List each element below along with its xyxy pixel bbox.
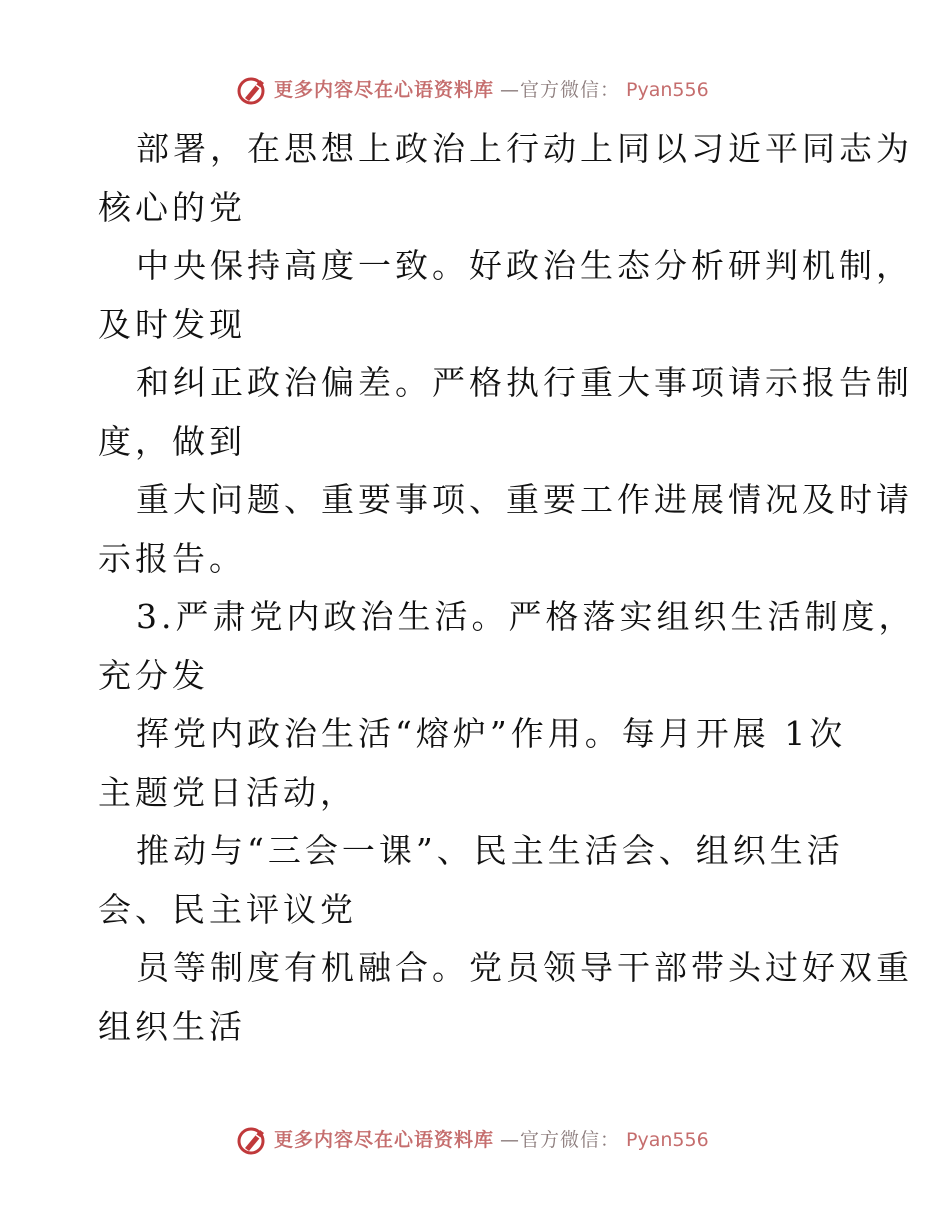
pen-logo-icon xyxy=(236,74,268,106)
text-line: 部署，在思想上政治上行动上同以习近平同志为 xyxy=(136,129,913,168)
watermark-main-text: 更多内容尽在心语资料库 xyxy=(274,1129,495,1151)
text-line: 组织生活 xyxy=(98,1006,246,1046)
text-line: 度，做到 xyxy=(98,421,246,461)
text-line: 充分发 xyxy=(98,655,209,695)
text-line: 中央保持高度一致。好政治生态分析研判机制， xyxy=(136,246,913,285)
header-watermark xyxy=(236,74,709,106)
text-line: 示报告。 xyxy=(98,538,246,578)
document-body xyxy=(98,120,916,1056)
text-line: 主题党日活动， xyxy=(98,772,357,812)
watermark-separator: —官方微信： xyxy=(500,1129,621,1151)
text-line: 会、民主评议党 xyxy=(98,889,357,929)
text-line: 和纠正政治偏差。严格执行重大事项请示报告制 xyxy=(136,363,913,402)
pen-logo-icon xyxy=(236,1124,268,1156)
watermark-main-text: 更多内容尽在心语资料库 xyxy=(274,79,495,101)
watermark-wechat-id: Pyan556 xyxy=(626,79,709,101)
text-line: 重大问题、重要事项、重要工作进展情况及时请 xyxy=(136,480,913,519)
text-line: 3.严肃党内政治生活。严格落实组织生活制度， xyxy=(136,597,916,636)
watermark-separator: —官方微信： xyxy=(500,79,621,101)
text-line: 员等制度有机融合。党员领导干部带头过好双重 xyxy=(136,948,913,987)
text-line: 推动与“三会一课”、民主生活会、组织生活 xyxy=(136,831,844,870)
text-line: 挥党内政治生活“熔炉”作用。每月开展 1次 xyxy=(136,714,847,753)
text-line: 核心的党 xyxy=(98,187,246,227)
watermark-wechat-id: Pyan556 xyxy=(626,1129,709,1151)
footer-watermark xyxy=(236,1124,709,1156)
text-line: 及时发现 xyxy=(98,304,246,344)
